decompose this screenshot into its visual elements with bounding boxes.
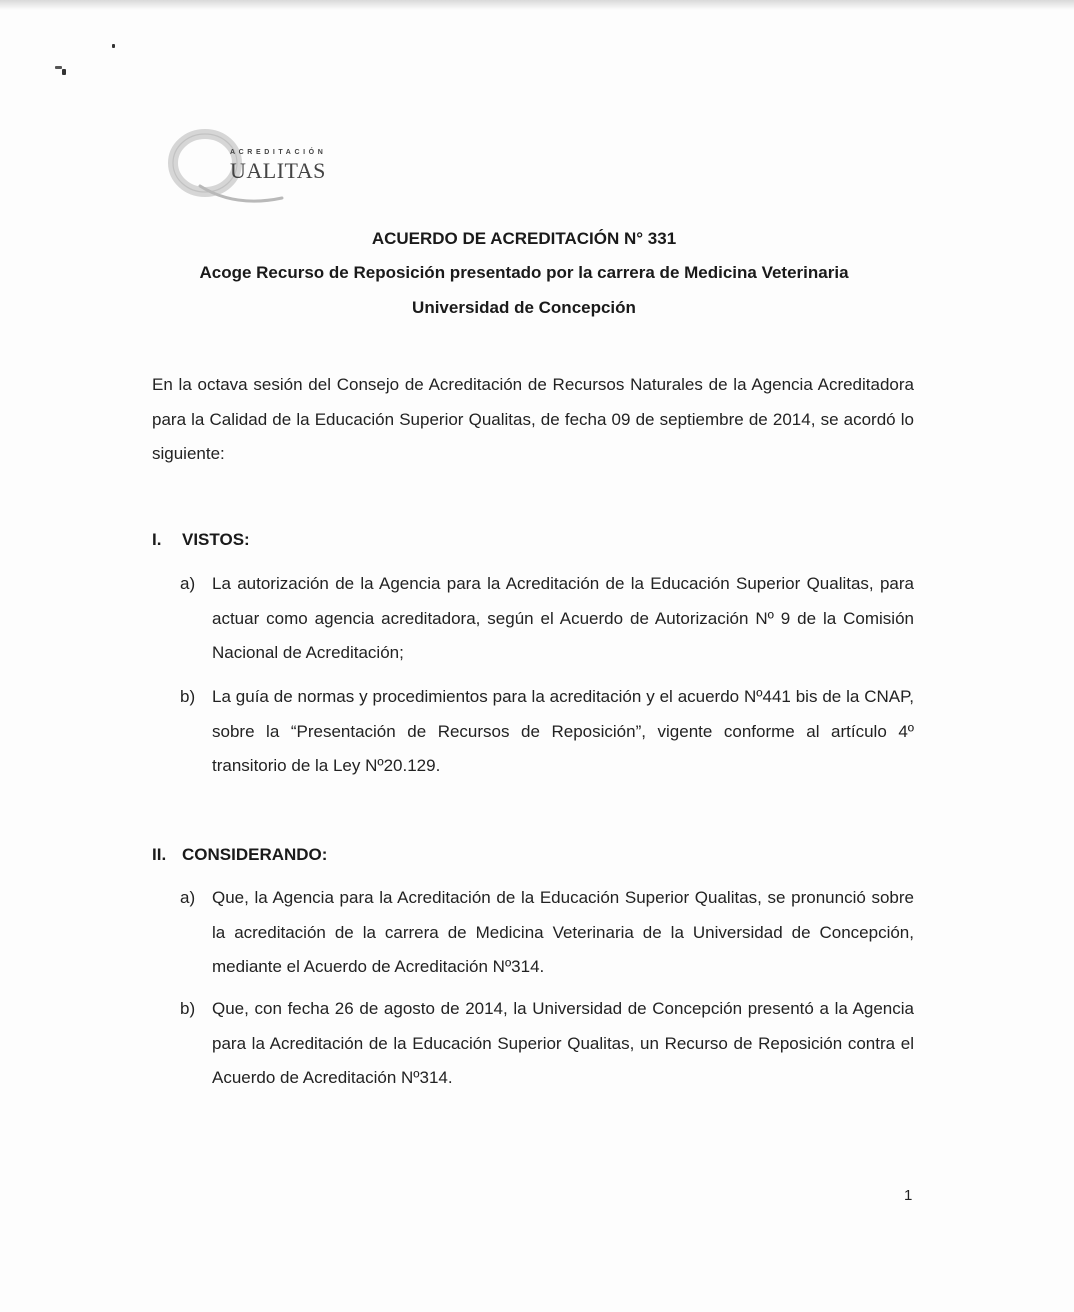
section-number: II. xyxy=(152,845,167,864)
logo-wordmark: UALITAS xyxy=(230,158,326,183)
scan-edge-shadow xyxy=(0,0,1074,10)
qualitas-logo xyxy=(160,128,350,208)
item-letter: a) xyxy=(180,574,196,593)
scan-speck xyxy=(55,66,62,69)
page-number: 1 xyxy=(904,1187,913,1204)
institution-name: Universidad de Concepción xyxy=(412,298,636,317)
section-heading-vistos xyxy=(152,530,250,550)
section-title: CONSIDERANDO: xyxy=(182,845,328,864)
section-number: I. xyxy=(152,530,162,549)
item-letter: a) xyxy=(180,888,196,907)
item-text: La autorización de la Agencia para la Acreditación de la Educación Superior Qualitas, para actuar como agencia acreditadora, según el Acuerdo de Autorización Nº 9 de la Comisión Nacional de Acreditación; xyxy=(212,574,914,662)
document-subtitle: Acoge Recurso de Reposición presentado por la carrera de Medicina Veterinaria xyxy=(199,263,849,282)
section-title: VISTOS: xyxy=(182,530,250,549)
intro-paragraph: En la octava sesión del Consejo de Acreditación de Recursos Naturales de la Agencia Acreditadora para la Calidad de la Educación Superior Qualitas, de fecha 09 de septiembre de 2014, se acordó lo siguiente: xyxy=(152,375,914,463)
item-text: Que, la Agencia para la Acreditación de la Educación Superior Qualitas, se pronunció sobre la acreditación de la carrera de Medicina Veterinaria de la Universidad de Concepción, mediante el Acuerdo de Acreditación Nº314. xyxy=(212,888,914,976)
scan-speck xyxy=(112,44,115,48)
item-letter: b) xyxy=(180,687,196,706)
scan-speck xyxy=(62,69,66,75)
section-heading-considerando xyxy=(152,845,327,865)
logo-tagline: ACREDITACIÓN xyxy=(230,149,327,156)
item-text: La guía de normas y procedimientos para la acreditación y el acuerdo Nº441 bis de la CNAP, sobre la “Presentación de Recursos de Reposición”, vigente conforme al artículo 4º transitorio de la Ley Nº20.129. xyxy=(212,687,914,775)
item-letter: b) xyxy=(180,999,196,1018)
item-text: Que, con fecha 26 de agosto de 2014, la Universidad de Concepción presentó a la Agencia para la Acreditación de la Educación Superior Qualitas, un Recurso de Reposición contra el Acuerdo de Acreditación Nº314. xyxy=(212,999,914,1087)
document-title: ACUERDO DE ACREDITACIÓN N° 331 xyxy=(371,229,677,248)
